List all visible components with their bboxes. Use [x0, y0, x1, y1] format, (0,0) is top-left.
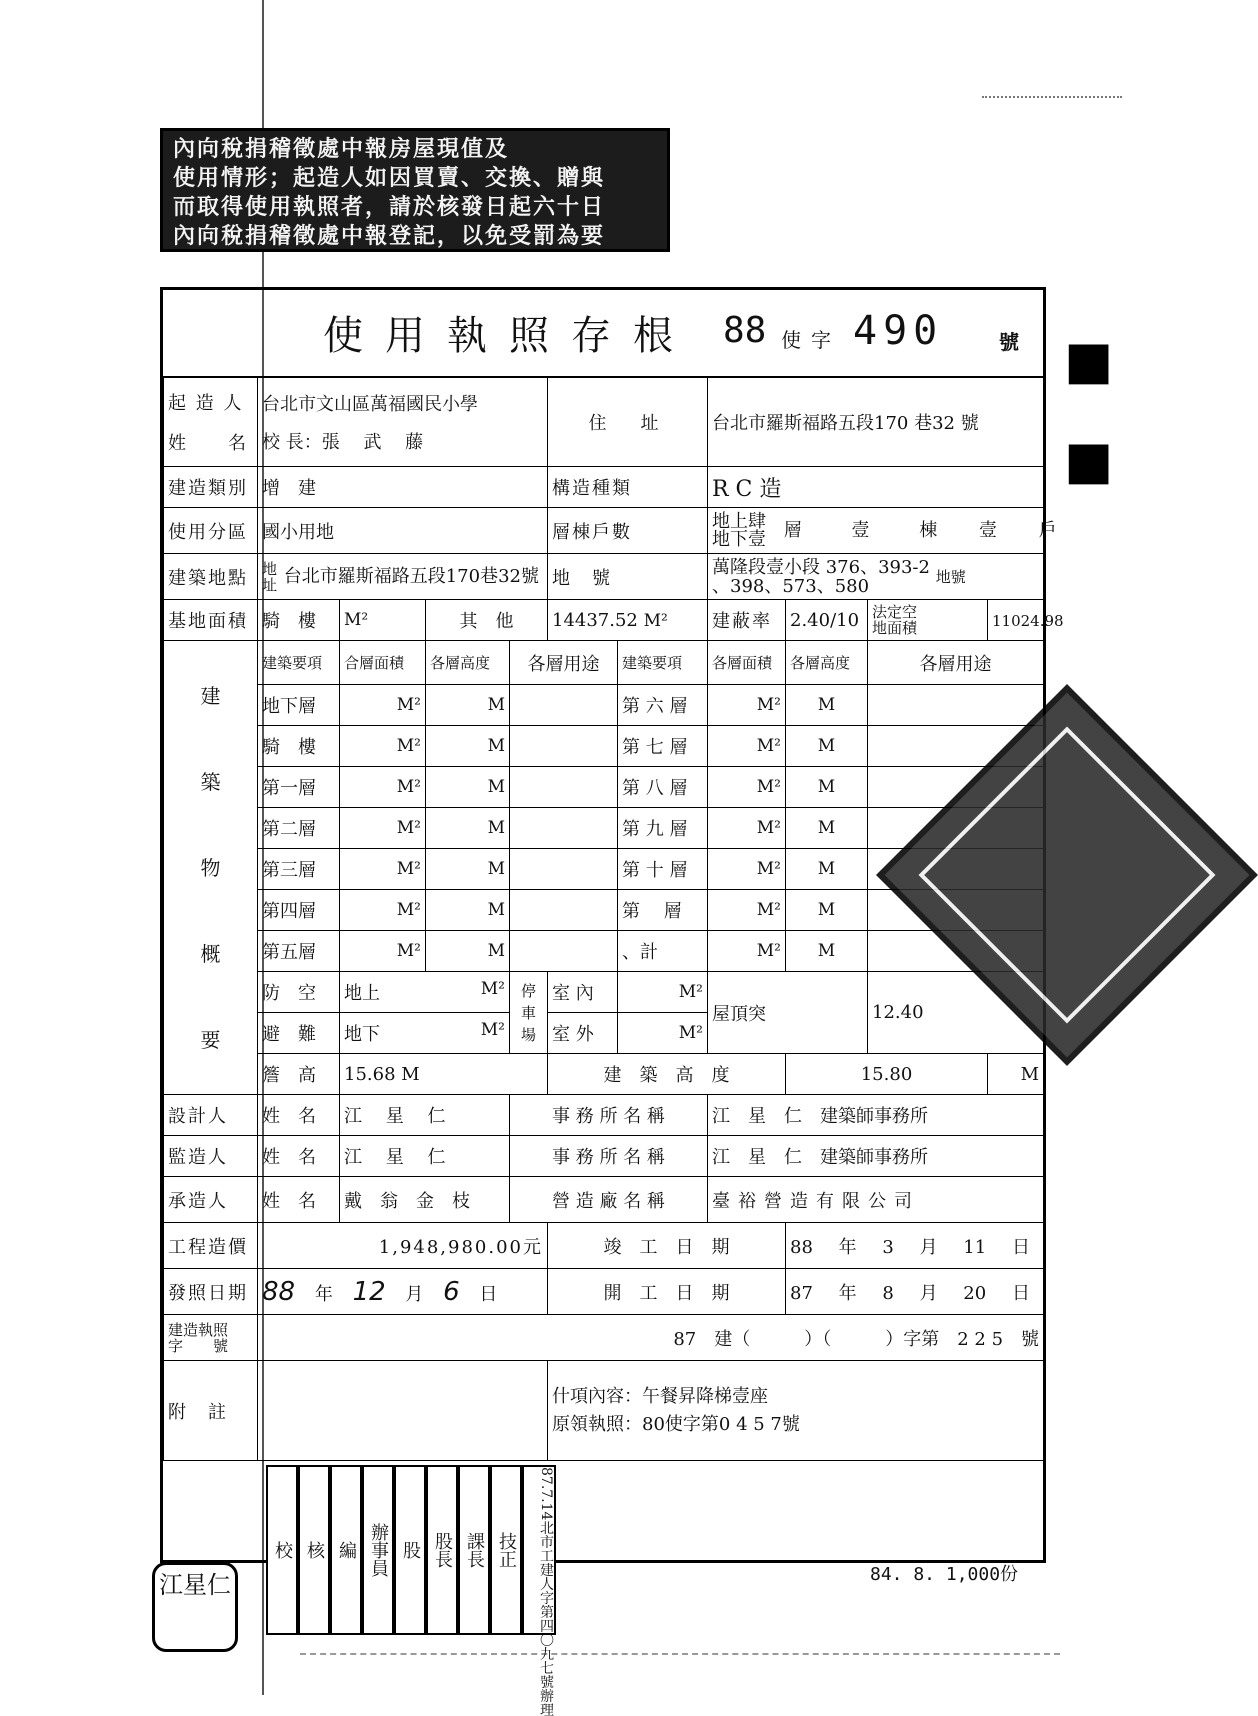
floor-label: 第 八 層: [618, 767, 708, 808]
lot-number: [708, 554, 1044, 600]
day-char: 日: [479, 1283, 498, 1305]
supervisor-label: 監造人: [164, 1136, 258, 1177]
floor-height-unit: M: [786, 849, 868, 890]
floor-area-unit: M²: [340, 767, 426, 808]
shelter-above-unit: M²: [480, 979, 505, 999]
base-area-label: 基地面積: [164, 600, 258, 641]
shelter-label-2: 避 難: [258, 1013, 340, 1054]
other-label: 其 他: [426, 600, 548, 641]
stamp-col: 股: [394, 1465, 426, 1635]
applicant-label-2: 姓 名: [168, 432, 248, 454]
issue-date-label: 發照日期: [164, 1269, 258, 1315]
col-header-area: 合層面積: [340, 641, 426, 685]
start-date: [786, 1269, 1044, 1315]
building-summary-label: [164, 641, 258, 1095]
issue-month: 12: [352, 1276, 386, 1307]
eave-height-unit: M: [401, 1063, 420, 1085]
notice-line: 內向稅捐稽徵處中報登記，以免受罰為要: [173, 223, 606, 249]
designer-office-label: 事 務 所 名 稱: [510, 1095, 708, 1136]
day-char: 日: [1011, 1236, 1030, 1258]
approval-reference: 87.7.14北市工建人字第四〇九七號辦理: [522, 1465, 556, 1635]
applicant-name-line2: 校 長：張 武 藤: [262, 431, 424, 453]
col-header-item-r: 建築要項: [618, 641, 708, 685]
floor-area-unit: M²: [708, 767, 786, 808]
section-char: 建: [200, 683, 221, 708]
floor-height-unit: M: [786, 808, 868, 849]
floors-label: 層棟戶數: [548, 508, 708, 554]
parking-outdoor-unit: M²: [618, 1013, 708, 1054]
section-char: 要: [200, 1027, 221, 1052]
applicant-label-1: 起 造 人: [168, 392, 244, 414]
other-area: [548, 600, 708, 641]
floors-value: [708, 508, 1057, 554]
floor-area-unit: M²: [708, 849, 786, 890]
completion-month: 3: [882, 1236, 894, 1258]
permit-no-label-2: 字 號: [168, 1336, 229, 1355]
legal-space-label: [868, 600, 988, 641]
month-char: 月: [919, 1236, 938, 1258]
completion-date: [786, 1223, 1044, 1269]
parking-indoor-unit: M²: [618, 972, 708, 1013]
designer-office: 江 星 仁 建築師事務所: [708, 1095, 1044, 1136]
eave-height: [340, 1054, 548, 1095]
floor-height-unit: M: [426, 849, 510, 890]
zoning-value: 國小用地: [258, 508, 548, 554]
floor-height-unit: M: [426, 808, 510, 849]
permit-form: [160, 287, 1064, 1563]
building-height-unit: M: [988, 1054, 1044, 1095]
lot-label: 地 號: [548, 554, 708, 600]
floor-label: 第二層: [258, 808, 340, 849]
household-count: 壹: [978, 519, 997, 541]
other-area-value: 14437.52: [552, 609, 638, 631]
coverage-label: 建蔽率: [708, 600, 786, 641]
stamp-col: 編: [330, 1465, 362, 1635]
completion-date-label: 竣 工 日 期: [548, 1223, 786, 1269]
shelter-below-label: 地下: [344, 1024, 380, 1045]
address-label: 住 址: [548, 377, 708, 467]
floor-label: 地下層: [258, 685, 340, 726]
architect-seal: 江星仁: [152, 1562, 238, 1652]
floor-use: [510, 767, 618, 808]
floor-height-unit: M: [426, 726, 510, 767]
day-char: 日: [1011, 1282, 1030, 1304]
floor-label: 第 七 層: [618, 726, 708, 767]
shelter-above-label: 地上: [344, 983, 380, 1004]
floor-label: 第五層: [258, 931, 340, 972]
col-header-use: 各層用途: [510, 641, 618, 685]
stamp-col: 校: [266, 1465, 298, 1635]
remarks-label: 附 註: [164, 1361, 258, 1461]
contractor-firm-label: 營 造 廠 名 稱: [510, 1177, 708, 1223]
floor-row: [164, 767, 1044, 808]
notice-line: 而取得使用執照者，請於核發日起六十日: [173, 194, 606, 220]
qilou-label: 騎 樓: [258, 600, 340, 641]
site-address-tag: 地址: [262, 559, 278, 594]
floor-area-unit: M²: [340, 849, 426, 890]
building-height-value: 15.80: [786, 1054, 988, 1095]
floor-area-unit: M²: [340, 685, 426, 726]
month-char: 月: [405, 1283, 424, 1305]
approval-stamps-area: [258, 1361, 548, 1461]
floor-use: [510, 890, 618, 931]
legal-space-area: [988, 600, 1064, 641]
form-title: 使用執照存根: [323, 313, 695, 359]
legal-space-label-1: 法定空: [872, 603, 918, 621]
floors-ceng: 層: [783, 519, 802, 541]
site-address: [258, 554, 548, 600]
build-type-value: 增 建: [258, 467, 548, 508]
floor-area-unit: M²: [340, 808, 426, 849]
floor-use: [510, 685, 618, 726]
building-height-label: 建 築 高 度: [548, 1054, 786, 1095]
supervisor-name: 江 星 仁: [340, 1136, 510, 1177]
floor-height-unit: M: [426, 685, 510, 726]
col-header-height: 各層高度: [426, 641, 510, 685]
floor-area-unit: M²: [340, 931, 426, 972]
col-header-use-r: 各層用途: [868, 641, 1044, 685]
notice-line: 使用情形；起造人如因買賣、交換、贈與: [173, 165, 606, 191]
building-unit: 棟: [919, 519, 938, 541]
floor-area-unit: M²: [708, 685, 786, 726]
scan-artifact-bottom: [300, 1653, 1060, 1655]
legal-space-label-2: 地面積: [872, 619, 918, 637]
stamp-col: 辦事員: [362, 1465, 394, 1635]
col-header-item: 建築要項: [258, 641, 340, 685]
start-month: 8: [882, 1282, 894, 1304]
designer-name: 江 星 仁: [340, 1095, 510, 1136]
side-stamp-fragment: ■: [1064, 430, 1114, 491]
start-year: 87: [790, 1282, 813, 1304]
roof-value: 12.40: [868, 972, 1044, 1054]
year-char: 年: [314, 1283, 333, 1305]
remarks-content: [548, 1361, 1044, 1461]
floor-label: 第 十 層: [618, 849, 708, 890]
scan-artifact: [982, 96, 1122, 98]
structure-label: 構造種類: [548, 467, 708, 508]
shelter-below: [340, 1013, 510, 1054]
floor-area-unit: M²: [708, 808, 786, 849]
coverage-value: 2.40/10: [786, 600, 868, 641]
permit-table: [163, 376, 1064, 1461]
floor-row: [164, 931, 1044, 972]
col-header-height-r: 各層高度: [786, 641, 868, 685]
floors-below: 地下壹: [712, 528, 766, 550]
year-char: 年: [838, 1282, 857, 1304]
applicant-address: 台北市羅斯福路五段170 巷32 號: [708, 377, 1044, 467]
applicant-name: [258, 377, 548, 467]
floor-label: 第 九 層: [618, 808, 708, 849]
permit-number: 490: [853, 308, 944, 354]
permit-year: 88: [723, 310, 767, 351]
household-unit: 戶: [1038, 519, 1057, 541]
floor-area-unit: M²: [708, 726, 786, 767]
floor-label: 第一層: [258, 767, 340, 808]
floor-label: 第三層: [258, 849, 340, 890]
floor-height-unit: M: [426, 767, 510, 808]
completion-day: 11: [963, 1236, 987, 1258]
floor-label: 第 六 層: [618, 685, 708, 726]
tax-notice-stamp: [160, 128, 670, 252]
floor-use: [510, 726, 618, 767]
build-type-label: 建造類別: [164, 467, 258, 508]
applicant-name-line1: 台北市文山區萬福國民小學: [262, 393, 478, 415]
floor-use: [510, 849, 618, 890]
lot-line2: 、398、573、580: [712, 575, 870, 597]
issue-day: 6: [443, 1276, 460, 1307]
floor-height-unit: M: [786, 767, 868, 808]
remarks-line1: 什項內容：午餐昇降梯壹座: [552, 1385, 768, 1407]
contractor-name-label: 姓 名: [258, 1177, 340, 1223]
contractor-firm: 臺裕營造有限公司: [708, 1177, 1044, 1223]
designer-name-label: 姓 名: [258, 1095, 340, 1136]
parking-outdoor-label: 室 外: [548, 1013, 618, 1054]
floor-row: [164, 726, 1044, 767]
issue-date: [258, 1269, 548, 1315]
parking-indoor-label: 室 內: [548, 972, 618, 1013]
cost-label: 工程造價: [164, 1223, 258, 1269]
print-footnote: 84. 8. 1,000份: [870, 1564, 1019, 1585]
floor-area-unit: M²: [340, 890, 426, 931]
year-char: 年: [838, 1236, 857, 1258]
site-address-value: 台北市羅斯福路五段170巷32號: [283, 565, 539, 587]
stamp-col: 核: [298, 1465, 330, 1635]
eave-height-value: 15.68: [344, 1063, 396, 1085]
issue-year: 88: [262, 1276, 296, 1307]
roof-label: 屋頂突: [708, 972, 868, 1054]
cost-value: 1,948,980.00元: [258, 1223, 548, 1269]
designer-label: 設計人: [164, 1095, 258, 1136]
remarks-line2: 原領執照：80使字第0 4 5 7號: [552, 1413, 800, 1435]
other-area-unit: M²: [643, 610, 668, 631]
floor-use: [510, 808, 618, 849]
floor-label: 第四層: [258, 890, 340, 931]
supervisor-office-label: 事 務 所 名 稱: [510, 1136, 708, 1177]
permit-hao: 號: [999, 330, 1019, 354]
floor-height-unit: M: [426, 931, 510, 972]
section-char: 物: [200, 855, 221, 880]
building-count: 壹: [851, 519, 870, 541]
floor-area-unit: M²: [340, 726, 426, 767]
zoning-label: 使用分區: [164, 508, 258, 554]
contractor-label: 承造人: [164, 1177, 258, 1223]
start-day: 20: [963, 1282, 987, 1304]
shelter-label-1: 防 空: [258, 972, 340, 1013]
floor-height-unit: M: [786, 685, 868, 726]
shelter-below-unit: M²: [480, 1020, 505, 1040]
floor-area-unit: M²: [708, 931, 786, 972]
stamp-col: 股長: [426, 1465, 458, 1635]
floor-total-label: 、計: [618, 931, 708, 972]
floor-height-unit: M: [426, 890, 510, 931]
eave-height-label: 簷 高: [258, 1054, 340, 1095]
section-char: 概: [200, 941, 221, 966]
lot-suffix: 地號: [935, 567, 966, 586]
floor-label: 騎 樓: [258, 726, 340, 767]
contractor-name: 戴 翁 金 枝: [340, 1177, 510, 1223]
parking-label: 停車場: [510, 972, 548, 1054]
supervisor-office: 江 星 仁 建築師事務所: [708, 1136, 1044, 1177]
notice-line: 內向稅捐稽徵處中報房屋現值及: [173, 136, 510, 162]
month-char: 月: [919, 1282, 938, 1304]
floor-height-unit: M: [786, 931, 868, 972]
permit-no-label: [164, 1315, 258, 1361]
floors-above: 地上肆: [712, 510, 766, 532]
stamp-col: 課長: [458, 1465, 490, 1635]
floor-row: [164, 685, 1044, 726]
form-title-bar: [163, 290, 1043, 378]
section-char: 築: [200, 769, 221, 794]
shelter-above: [340, 972, 510, 1013]
permit-zi: 使字: [781, 328, 841, 352]
floor-use: [510, 931, 618, 972]
applicant-label: [164, 377, 258, 467]
floor-use: [868, 685, 1044, 726]
col-header-area-r: 各層面積: [708, 641, 786, 685]
side-stamp-fragment: ■: [1064, 330, 1114, 391]
construction-permit-no: 87 建（ ）（ ）字第 2 2 5 號: [258, 1315, 1044, 1361]
permit-no-label-1: 建造執照: [168, 1320, 229, 1339]
floor-height-unit: M: [786, 726, 868, 767]
floor-height-unit: M: [786, 890, 868, 931]
floor-area-unit: M²: [708, 890, 786, 931]
supervisor-name-label: 姓 名: [258, 1136, 340, 1177]
start-date-label: 開 工 日 期: [548, 1269, 786, 1315]
floor-label: 第 層: [618, 890, 708, 931]
lot-line1: 萬隆段壹小段 376、393-2: [712, 556, 930, 578]
legal-space-value: 11024.98: [992, 611, 1064, 630]
structure-value: R C 造: [708, 467, 1044, 508]
completion-year: 88: [790, 1236, 813, 1258]
stamp-col: 技正: [490, 1465, 522, 1635]
site-label: 建築地點: [164, 554, 258, 600]
qilou-unit: M²: [340, 600, 426, 641]
